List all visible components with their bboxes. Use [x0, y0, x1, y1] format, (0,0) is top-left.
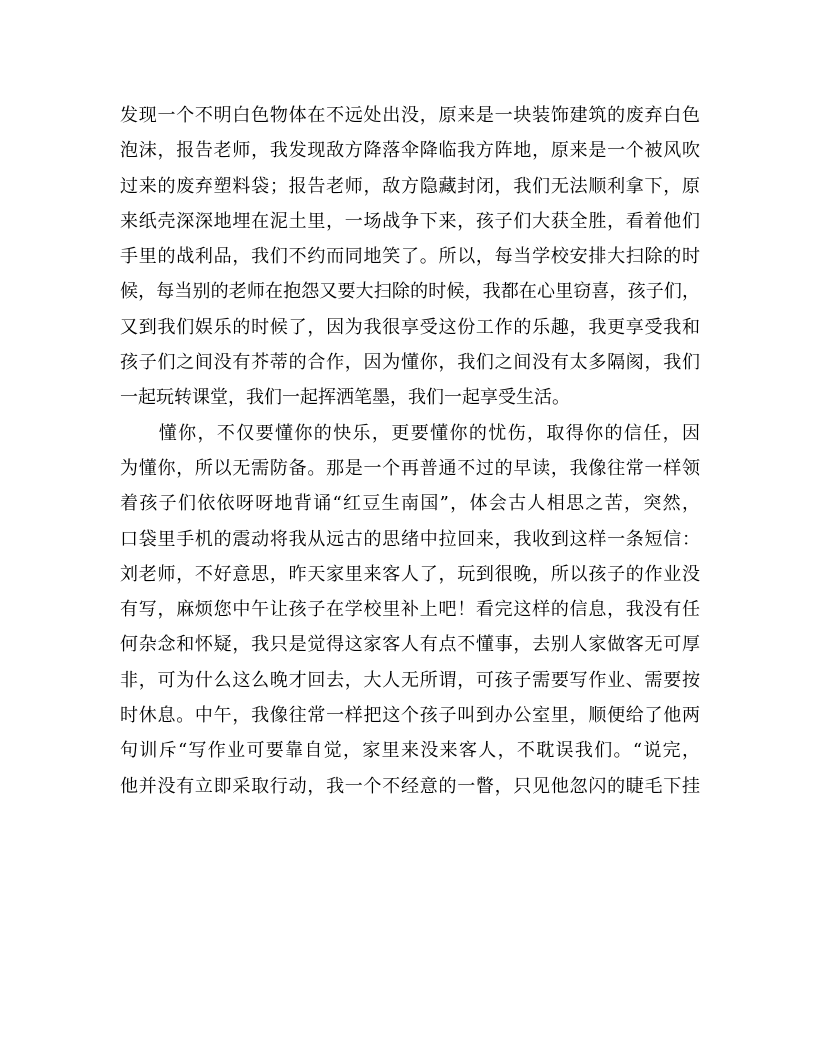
text-line: 发现一个不明白色物体在不远处出没，原来是一块装饰建筑的废弃白色 — [120, 105, 700, 126]
text-line: 为懂你，所以无需防备。那是一个再普通不过的早读，我像往常一样领 — [120, 457, 700, 479]
text-line: 非，可为什么这么晚才回去，大人无所谓，可孩子需要写作业、需要按 — [120, 669, 700, 691]
document-body — [120, 98, 700, 804]
text-line: 孩子们之间没有芥蒂的合作，因为懂你，我们之间没有太多隔阂，我们 — [120, 352, 700, 374]
text-line: 一起玩转课堂，我们一起挥洒笔墨，我们一起享受生活。 — [120, 387, 570, 409]
paragraph-1 — [120, 98, 700, 416]
paragraph-2 — [120, 416, 700, 804]
text-line: 着孩子们依依呀呀地背诵“红豆生南国”，体会古人相思之苦，突然， — [120, 493, 700, 515]
text-line: 手里的战利品，我们不约而同地笑了。所以，每当学校安排大扫除的时 — [120, 246, 700, 268]
text-line: 来纸壳深深地埋在泥土里，一场战争下来，孩子们大获全胜，看着他们 — [120, 210, 700, 232]
text-line: 又到我们娱乐的时候了，因为我很享受这份工作的乐趣，我更享受我和 — [120, 316, 700, 338]
text-line: 何杂念和怀疑，我只是觉得这家客人有点不懂事，去别人家做客无可厚 — [120, 634, 700, 656]
text-line: 泡沫，报告老师，我发现敌方降落伞降临我方阵地，原来是一个被风吹 — [120, 140, 700, 162]
text-line: 口袋里手机的震动将我从远古的思绪中拉回来，我收到这样一条短信： — [120, 528, 700, 550]
text-line: 有写，麻烦您中午让孩子在学校里补上吧！看完这样的信息，我没有任 — [120, 599, 700, 621]
text-line: 过来的废弃塑料袋；报告老师，敌方隐藏封闭，我们无法顺利拿下，原 — [120, 175, 700, 197]
text-line: 句训斥“写作业可要靠自觉，家里来没来客人，不耽误我们。“说完， — [120, 740, 700, 762]
text-line: 时休息。中午，我像往常一样把这个孩子叫到办公室里，顺便给了他两 — [120, 705, 700, 727]
text-line: 懂你，不仅要懂你的快乐，更要懂你的忧伤，取得你的信任，因 — [120, 422, 700, 444]
text-line: 刘老师，不好意思，昨天家里来客人了，玩到很晚，所以孩子的作业没 — [120, 563, 700, 585]
text-line: 他并没有立即采取行动，我一个不经意的一瞥，只见他忽闪的睫毛下挂 — [120, 775, 700, 797]
text-line: 候，每当别的老师在抱怨又要大扫除的时候，我都在心里窃喜，孩子们， — [120, 281, 700, 303]
